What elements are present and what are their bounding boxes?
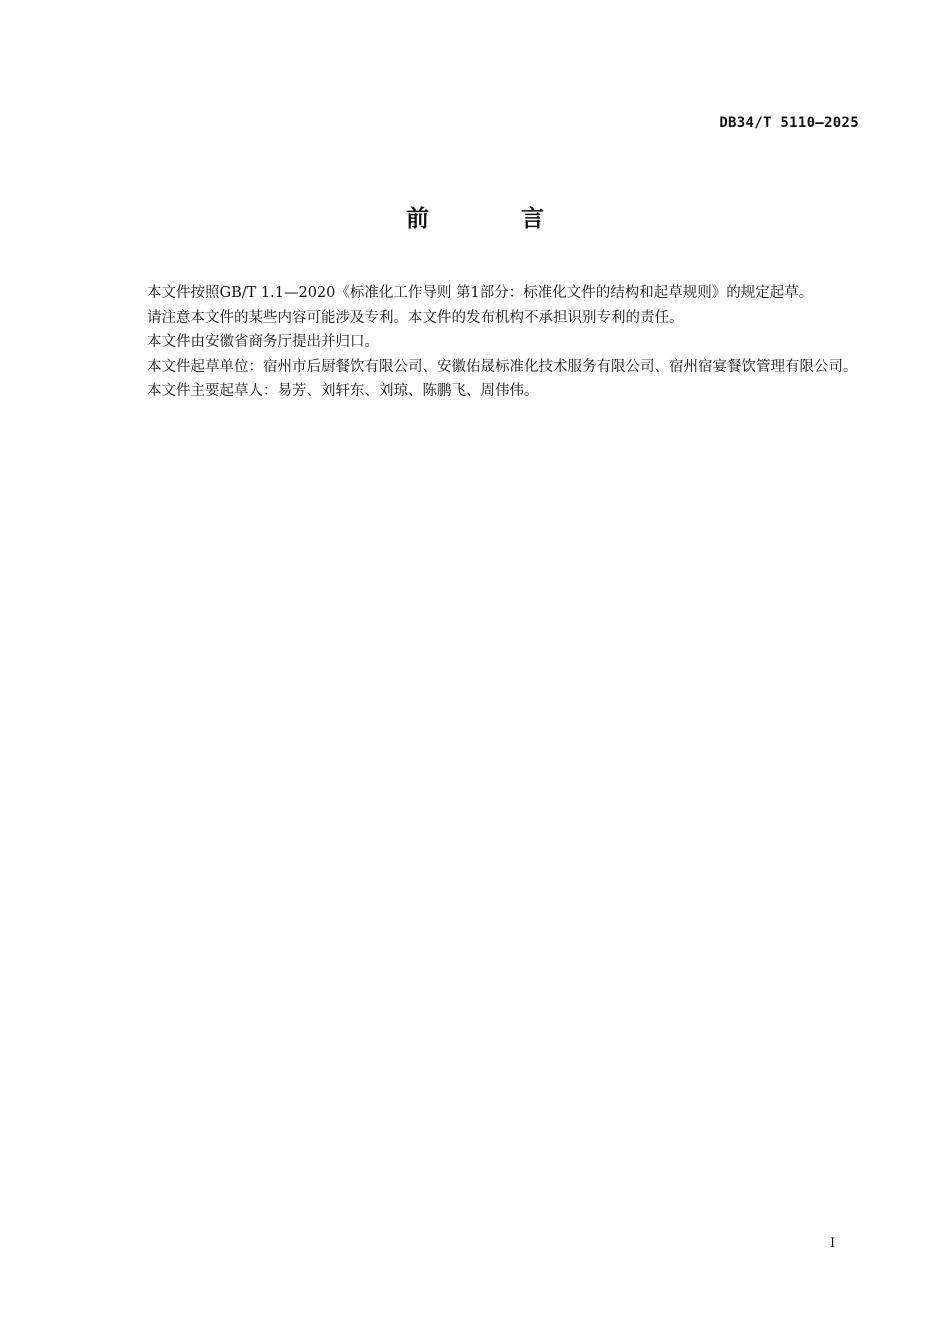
- paragraph-proposer: 本文件由安徽省商务厅提出并归口。: [147, 334, 379, 350]
- paragraph-patent-notice: 请注意本文件的某些内容可能涉及专利。本文件的发布机构不承担识别专利的责任。: [147, 309, 684, 326]
- page-title: 前 言: [405, 206, 586, 232]
- page-number: I: [830, 1236, 836, 1251]
- paragraph-drafting-rules: 本文件按照GB/T 1.1—2020《标准化工作导则 第1部分：标准化文件的结构和起草规则》的规定起草。: [147, 285, 814, 301]
- document-code: DB34/T 5110—2025: [719, 115, 859, 131]
- paragraph-drafters: 本文件主要起草人：易芳、刘轩东、刘琼、陈鹏飞、周伟伟。: [147, 383, 539, 399]
- foreword-body: [113, 281, 861, 404]
- paragraph-drafting-units: 本文件起草单位：宿州市后厨餐饮有限公司、安徽佑晟标准化技术服务有限公司、宿州宿宴餐饮管理有限公司。: [147, 358, 858, 375]
